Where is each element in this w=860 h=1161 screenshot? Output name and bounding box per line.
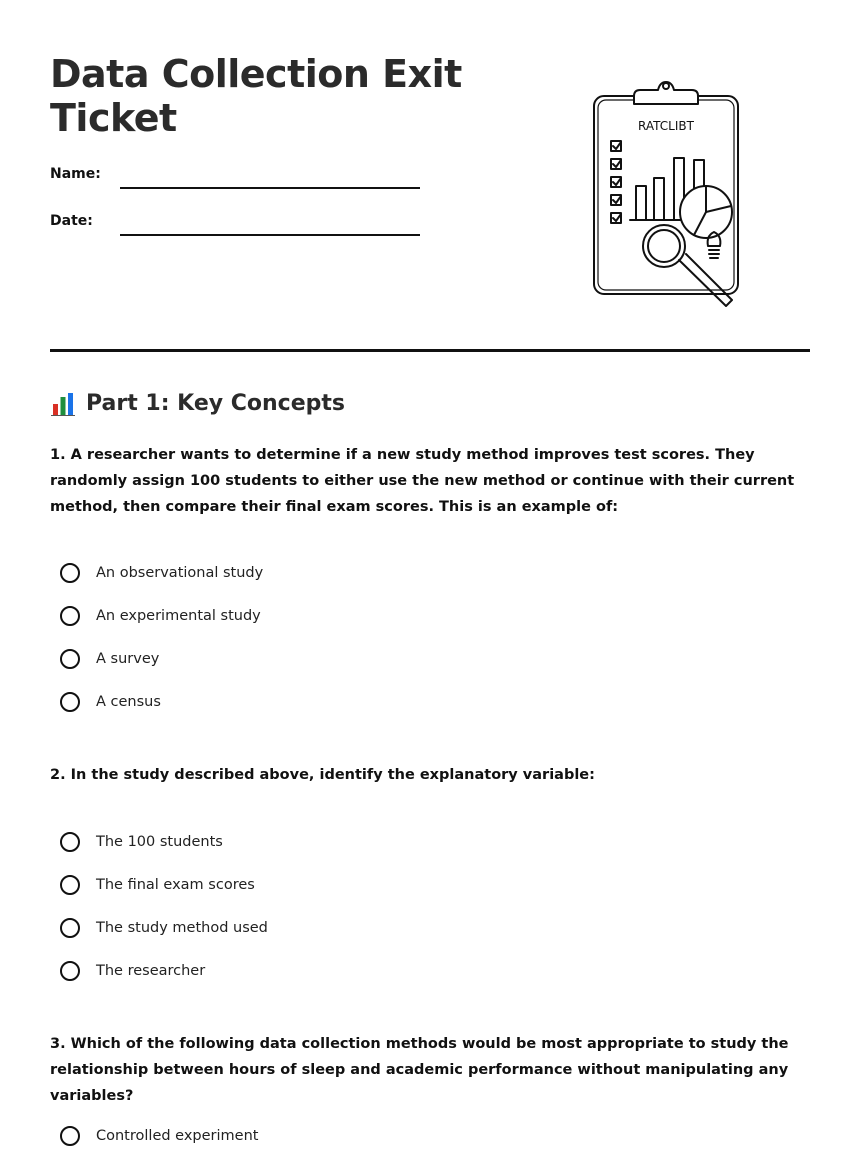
- radio-button[interactable]: [60, 649, 80, 669]
- option-label: An experimental study: [96, 607, 261, 624]
- option-label: The researcher: [96, 962, 206, 979]
- section-title: [50, 388, 345, 420]
- option-label: Controlled experiment: [96, 1127, 259, 1144]
- clipboard-label: RATCLIBT: [638, 119, 694, 133]
- question-1-option-d[interactable]: [60, 680, 263, 723]
- question-2-option-d[interactable]: [60, 949, 268, 992]
- page-title: Data Collection Exit Ticket: [50, 52, 462, 140]
- bar-chart-icon: [50, 391, 76, 417]
- name-field-line[interactable]: [120, 187, 420, 189]
- option-label: A census: [96, 693, 161, 710]
- section-title-text: Part 1: Key Concepts: [86, 391, 345, 416]
- question-2: 2. In the study described above, identify the explanatory variable:: [50, 767, 595, 783]
- radio-button[interactable]: [60, 606, 80, 626]
- option-label: An observational study: [96, 564, 264, 581]
- option-label: The final exam scores: [96, 876, 255, 893]
- radio-button[interactable]: [60, 563, 80, 583]
- question-3: 3. Which of the following data collection methods would be most appropriate to study the relationship between hours of sleep and academic performance without manipulating any variables?: [50, 1036, 789, 1104]
- question-2-option-c[interactable]: [60, 906, 268, 949]
- worksheet-page: [50, 0, 810, 1144]
- question-2-options: [60, 820, 268, 992]
- question-2-option-b[interactable]: [60, 863, 268, 906]
- question-1-option-a[interactable]: [60, 551, 263, 594]
- worksheet-header: [50, 0, 810, 352]
- clipboard-illustration: [586, 74, 746, 314]
- question-1-option-c[interactable]: [60, 637, 263, 680]
- date-field-line[interactable]: [120, 234, 420, 236]
- option-label: A survey: [96, 650, 160, 667]
- question-3-options: [60, 1114, 258, 1157]
- option-label: The 100 students: [96, 833, 223, 850]
- option-label: The study method used: [96, 919, 268, 936]
- radio-button[interactable]: [60, 832, 80, 852]
- name-label: Name:: [50, 166, 101, 182]
- question-1: 1. A researcher wants to determine if a new study method improves test scores. They randomly assign 100 students to either use the new method or continue with their current method, then compare their final exam scores. This is an example of:: [50, 447, 795, 515]
- radio-button[interactable]: [60, 918, 80, 938]
- radio-button[interactable]: [60, 692, 80, 712]
- question-1-options: [60, 551, 263, 723]
- radio-button[interactable]: [60, 1126, 80, 1146]
- question-2-option-a[interactable]: [60, 820, 268, 863]
- header-divider: [50, 349, 810, 352]
- question-3-option-a[interactable]: [60, 1114, 258, 1157]
- question-1-option-b[interactable]: [60, 594, 263, 637]
- radio-button[interactable]: [60, 961, 80, 981]
- date-label: Date:: [50, 213, 93, 229]
- name-field-row: [50, 160, 420, 190]
- radio-button[interactable]: [60, 875, 80, 895]
- date-field-row: [50, 207, 420, 237]
